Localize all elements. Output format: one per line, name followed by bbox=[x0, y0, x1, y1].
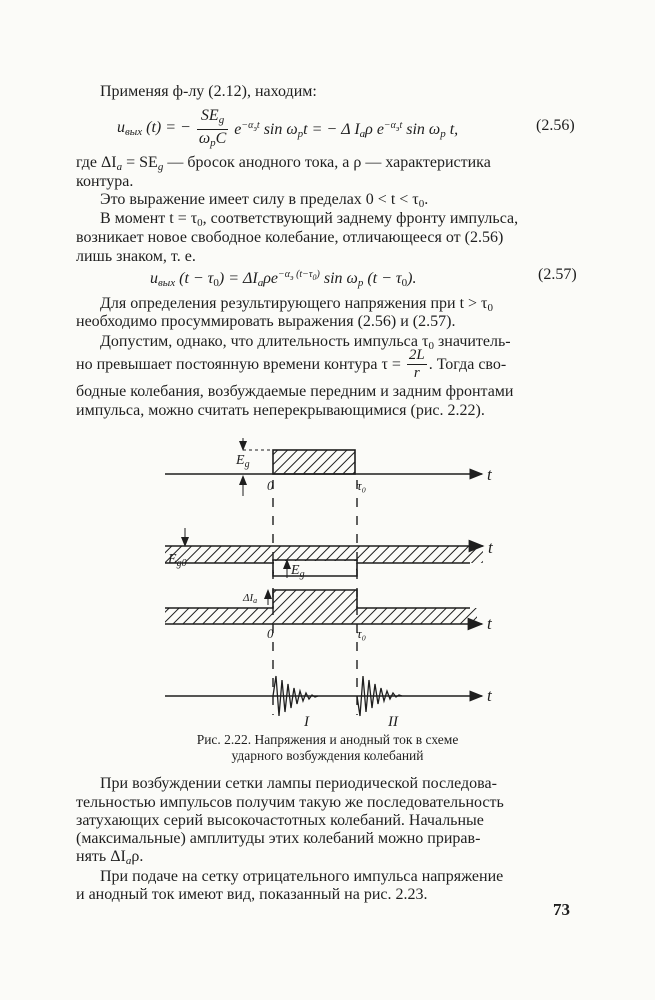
caption-line: ударного возбуждения колебаний bbox=[231, 748, 424, 763]
t-label: t bbox=[487, 465, 492, 484]
equation-number: (2.57) bbox=[538, 266, 577, 283]
equation-number: (2.56) bbox=[536, 117, 575, 134]
text-line: Это выражение имеет силу в пределах $0 < t < \tau_0$. bbox=[100, 191, 429, 210]
text-line: лишь знаком, т. е. bbox=[76, 248, 196, 265]
text-line: Для определения результирующего напряжения при $t > \tau_0$ bbox=[100, 295, 493, 314]
text-line: В момент $t = \tau_0$, соответствующий заднему фронту импульса, bbox=[100, 210, 519, 229]
text-line: необходимо просуммировать выражения (2.56) и (2.57). bbox=[76, 313, 456, 330]
text-line: и анодный ток имеют вид, показанный на рис. 2.23. bbox=[76, 886, 428, 903]
text-line: контура. bbox=[76, 173, 134, 190]
eg0-label: $E_{g0}$ bbox=[168, 552, 187, 569]
equation-2-57: $u_{вых}$ $(t - \tau_0) = \Delta I_a\rho e^{-\alpha_э (t-\tau_0)}$ $\sin \omega_p$ $(t - \tau_0)$. bbox=[150, 269, 417, 289]
text-line: Применяя ф-лу (2.12), находим: bbox=[100, 83, 317, 100]
figure-2-22 bbox=[0, 430, 655, 730]
figure-caption bbox=[0, 732, 655, 764]
zero-label: 0 bbox=[267, 626, 274, 641]
current-pulse-hatched bbox=[273, 590, 357, 608]
text-line: возникает новое свободное колебание, отличающееся от (2.56) bbox=[76, 229, 504, 246]
text-line: тельностью импульсов получим такую же последовательность bbox=[76, 794, 504, 811]
grid-bias-graph bbox=[165, 528, 494, 580]
text-line: импульса, можно считать неперекрывающимися (рис. 2.22). bbox=[76, 402, 485, 419]
text-line: Допустим, однако, что длительность импульса $\tau_0$ значитель- bbox=[100, 333, 511, 352]
osc-label-1: I bbox=[304, 714, 309, 730]
text-line: бодные колебания, возбуждаемые передним и задним фронтами bbox=[76, 383, 514, 400]
page-number: 73 bbox=[553, 900, 570, 919]
text-line: При возбуждении сетки лампы периодической последова- bbox=[100, 775, 497, 792]
zero-label: 0 bbox=[267, 478, 274, 493]
caption-line: Рис. 2.22. Напряжения и анодный ток в схеме bbox=[196, 732, 459, 747]
anode-current-graph bbox=[165, 590, 493, 641]
current-base-hatched bbox=[165, 608, 477, 624]
tau-label: τ₀ bbox=[357, 626, 367, 641]
text-line: где $\Delta I_a = SE_g$ — бросок анодного тока, а ρ — характеристика bbox=[76, 154, 491, 173]
text-line: затухающих серий высокочастотных колебаний. Начальные bbox=[76, 812, 484, 829]
delta-ia-label: ΔIa bbox=[243, 592, 258, 605]
t-label: t bbox=[487, 686, 492, 705]
eg-label: $E_g$ bbox=[236, 453, 250, 470]
pulse-hatched bbox=[273, 450, 355, 474]
equation-2-56: $u_{вых}$ (t) = − $\frac{SE_g}{\omega_pC}$ $e^{-\alpha_эt}$ $\sin \omega_pt$ = − Δ $I_a\rho$ $e^{-\alpha_эt}$ $\sin \omega_p$ t, bbox=[117, 107, 459, 149]
t-label: t bbox=[488, 538, 493, 557]
t-label: t bbox=[487, 614, 492, 633]
text-line: (максимальные) амплитуды этих колебаний можно прирав- bbox=[76, 830, 481, 847]
text-line: нять $\Delta I_a\rho$. bbox=[76, 848, 144, 867]
text-line: но превышает постоянную времени контура τ = $\frac{2L}{r}$ . Тогда сво- bbox=[76, 347, 507, 381]
output-oscillation-graph bbox=[165, 676, 493, 730]
tau-label: τ₀ bbox=[357, 478, 367, 493]
osc-label-2: II bbox=[388, 714, 398, 730]
grid-voltage-graph bbox=[165, 438, 493, 496]
eg-label: $E_g$ bbox=[291, 563, 305, 580]
text-line: При подаче на сетку отрицательного импульса напряжение bbox=[100, 868, 504, 885]
